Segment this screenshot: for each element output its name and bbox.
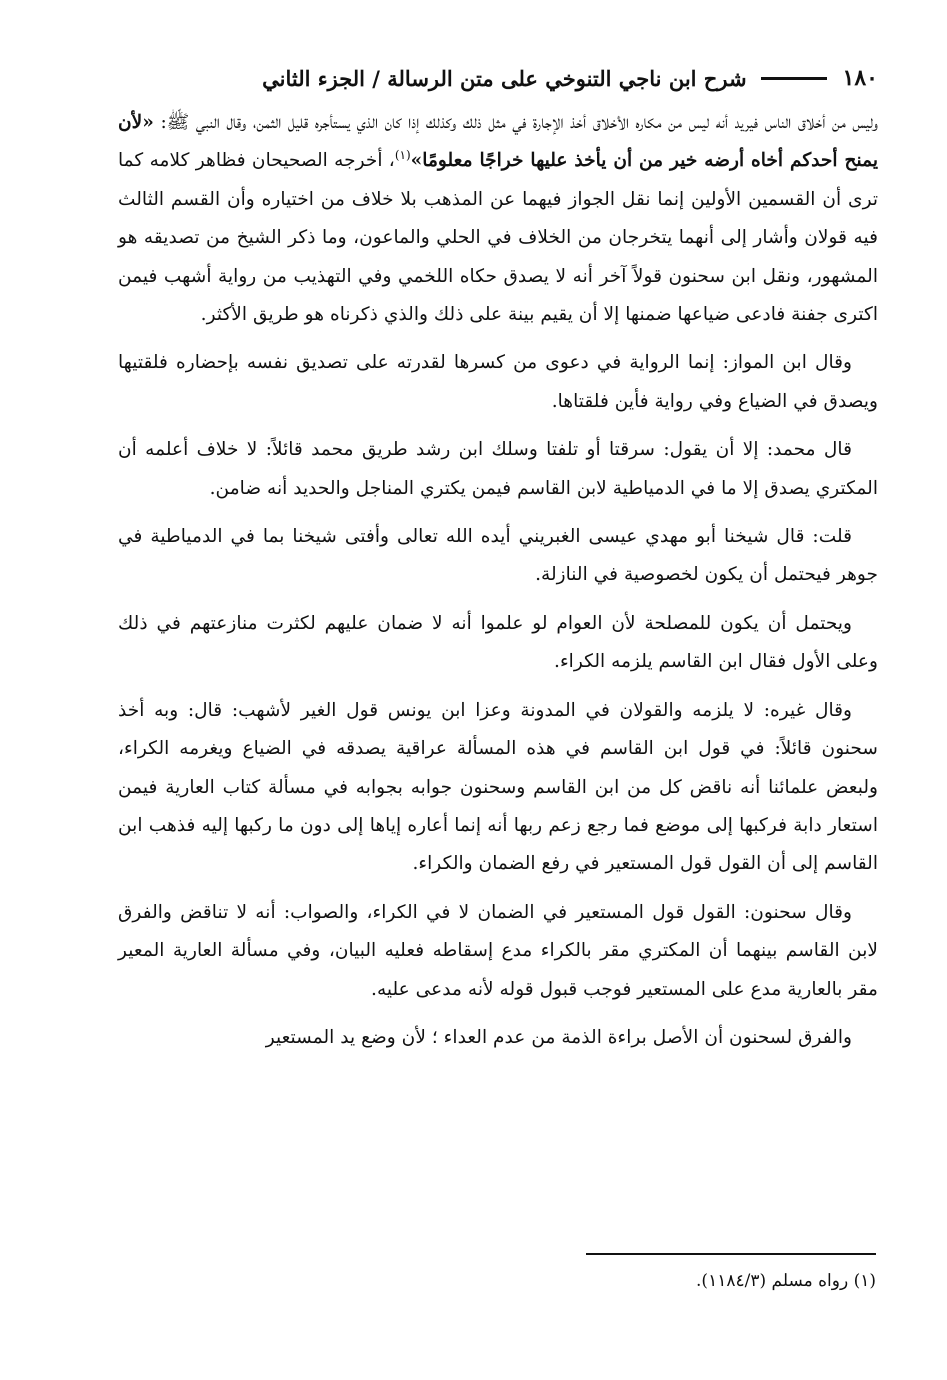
page-number: ١٨٠: [842, 65, 878, 91]
paragraph-2: وقال ابن المواز: إنما الرواية في دعوى من كسرها لقدرته على تصديق نفسه بإحضاره فلقتيها ويصدق في الضياع وفي رواية فأين فلقتاها.: [118, 352, 878, 412]
footnote: (١) رواه مسلم (١١٨٤/٣).: [696, 1271, 876, 1291]
running-title: شرح ابن ناجي التنوخي على متن الرسالة / الجزء الثاني: [262, 65, 747, 91]
paragraph-1-text-after-hadith: ، أخرجه الصحيحان فظاهر كلامه كما ترى أن القسمين الأولين إنما نقل الجواز فيهما عن المذهب بلا خلاف من اختياره وأن القسم الثالث فيه قولان وأشار إلى أنهما يتخرجان من الخلاف في الحلي والماعون، وما ذكر الشيخ من تصديقه هو المشهور، ونقل ابن سحنون قولاً آخر أنه لا يصدق حكاه اللخمي وفي التهذيب من رواية أشهب فيمن اكترى جفنة فادعى ضياعها ضمنها إلا أن يقيم بينة على ذلك والذي ذكرناه هو طريق الأكثر.: [118, 150, 878, 326]
paragraph-1-text-before-hadith: وليس من أخلاق الناس فيريد أنه ليس من مكاره الأخلاق أخذ الإجارة في مثل ذلك وكذلك إذا كان الذي يستأجره قليل الثمن، وقال النبي ﷺ:: [153, 112, 878, 133]
paragraph-4: قلت: قال شيخنا أبو مهدي عيسى الغبريني أيده الله تعالى وأفتى شيخنا بما في الدمياطية في جوهر فيحتمل أن يكون لخصوصية في النازلة.: [118, 526, 878, 586]
paragraph-3: قال محمد: إلا أن يقول: سرقتا أو تلفتا وسلك ابن رشد طريق محمد قائلاً: لا خلاف أعلمه أن المكتري يصدق إلا ما في الدمياطية لابن القاسم فيمن يكتري المناجل والحديد أنه ضامن.: [118, 439, 878, 499]
footnote-divider: [586, 1253, 876, 1255]
footnote-reference[interactable]: (١): [394, 148, 411, 163]
hadith-quote: «لأن يمنح أحدكم أخاه أرضه خير من أن يأخذ عليها خراجًا معلومًا»: [118, 112, 878, 172]
paragraph-6: وقال غيره: لا يلزمه والقولان في المدونة وعزا ابن يونس قول الغير لأشهب: قال: وبه أخذ سحنون قائلاً: في قول ابن القاسم في هذه المسألة عراقية يصدقه في الضياع ويغرمه الكراء، ولبعض علمائنا أنه ناقض كل من ابن القاسم وسحنون جوابه بجوابه في مسألة كتاب العارية فيمن استعار دابة فركبها إلى موضع فما رجع زعم ربها أنه إنما أعاره إياها إلى دون ما ركبها إليه فذهب ابن القاسم إلى أن القول قول المستعير في رفع الضمان والكراء.: [118, 699, 878, 875]
page-header: [118, 58, 878, 98]
header-rule: [761, 77, 827, 80]
paragraph-5: ويحتمل أن يكون للمصلحة لأن العوام لو علموا أنه لا ضمان عليهم لكثرت منازعتهم في ذلك وعلى الأول فقال ابن القاسم يلزمه الكراء.: [118, 612, 878, 673]
paragraph-1: [118, 104, 878, 334]
paragraph-8: والفرق لسحنون أن الأصل براءة الذمة من عدم العداء ؛ لأن وضع يد المستعير: [265, 1026, 852, 1048]
body-text: [118, 104, 878, 1067]
paragraph-7: وقال سحنون: القول قول المستعير في الضمان لا في الكراء، والصواب: أنه لا تناقض والفرق لابن القاسم بينهما أن المكتري مقر بالكراء مدع إسقاطه فعليه البيان، وفي مسألة العارية المعير مقر بالعارية مدع على المستعير فوجب قبول قوله لأنه مدعى عليه.: [118, 901, 878, 1000]
